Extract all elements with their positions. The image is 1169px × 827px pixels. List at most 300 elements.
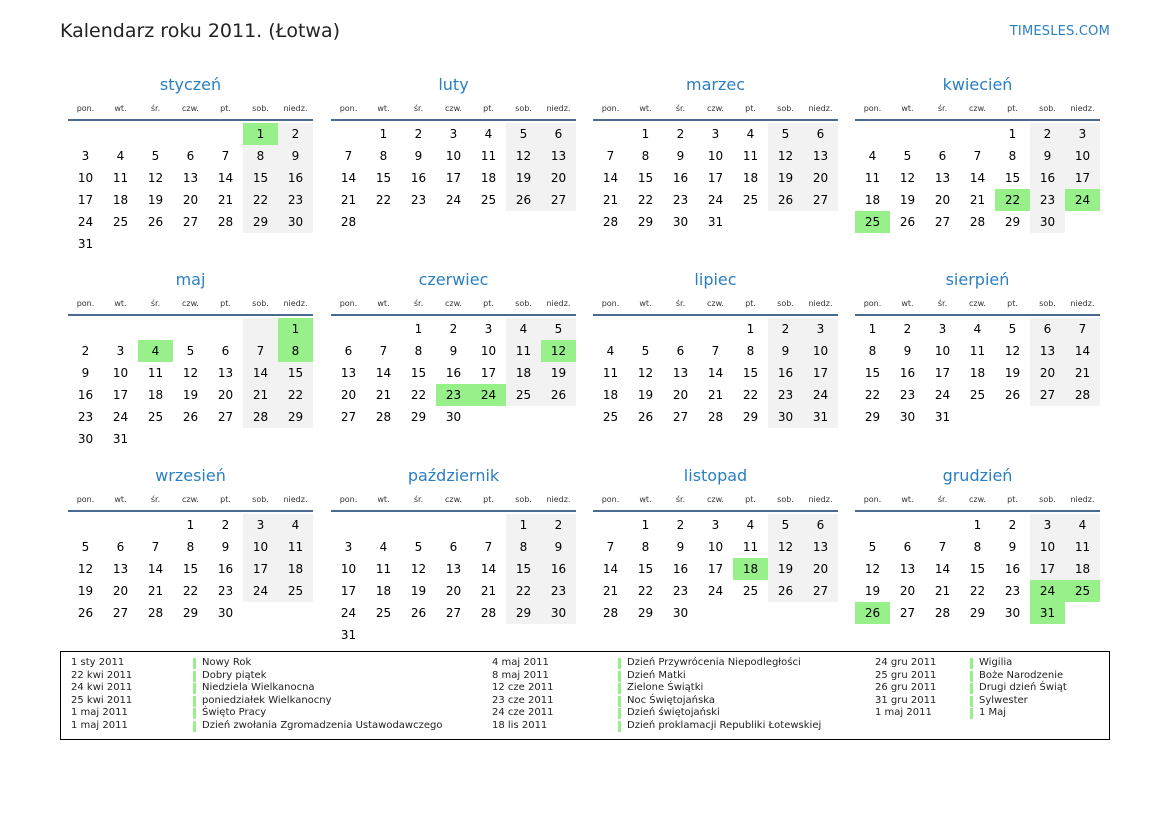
empty-day-cell [890,514,925,536]
empty-day-cell [103,514,138,536]
weekday-label: śr. [937,103,948,113]
day-cell: 9 [1008,540,1017,554]
day-cell: 24 [707,584,724,598]
day-cell: 19 [1004,366,1021,380]
legend-row [875,657,1067,670]
day-cell: 7 [606,540,615,554]
day-cell: 10 [112,366,129,380]
day-cell: 22 [864,388,881,402]
day-cell: 18 [480,171,497,185]
weekday-label: pt. [483,298,494,308]
weekday-label: pon. [863,494,882,504]
legend-row [492,682,821,695]
day-cell: 18 [742,171,759,185]
weekday-header [68,488,313,512]
day-cell: 9 [1030,145,1065,167]
weekday-label: sob. [1039,298,1056,308]
day-cell: 5 [414,540,423,554]
month-calendar [68,464,313,624]
day-cell: 2 [768,318,803,340]
weekday-header [593,488,838,512]
day-cell: 5 [903,149,912,163]
day-cell: 30 [672,606,689,620]
empty-day-cell [138,514,173,536]
legend-row [492,695,821,708]
holiday-name: Dzień zwołania Zgromadzenia Ustawodawczego [202,719,443,731]
month-name: listopad [683,466,748,485]
weekday-label: czw. [445,298,462,308]
day-cell: 27 [803,189,838,211]
day-cell: 27 [217,410,234,424]
day-cell: 12 [864,562,881,576]
day-cell: 1 [186,518,195,532]
empty-day-cell [436,514,471,536]
day-cell: 20 [541,167,576,189]
weekday-label: czw. [969,494,986,504]
day-cell: 25 [112,215,129,229]
day-cell: 29 [1004,215,1021,229]
day-cell: 4 [746,518,755,532]
day-cell: 3 [81,149,90,163]
day-cell: 1 [746,322,755,336]
weekday-label: pon. [76,494,95,504]
day-cell: 16 [77,388,94,402]
holiday-day-cell: 12 [541,340,576,362]
day-cell: 4 [606,344,615,358]
empty-day-cell [366,318,401,340]
day-cell: 29 [243,211,278,233]
day-cell: 5 [506,123,541,145]
weekday-header [68,292,313,316]
holiday-name: Dzień Matki [627,669,686,681]
empty-day-cell [593,514,628,536]
weekday-label: wt. [639,494,652,504]
day-cell: 16 [1030,167,1065,189]
holiday-date: 24 kwi 2011 [71,682,133,694]
empty-day-cell [855,514,890,536]
day-cell: 31 [803,406,838,428]
day-cell: 16 [445,366,462,380]
day-cell: 6 [221,344,230,358]
day-cell: 5 [151,149,160,163]
month-name: styczeń [159,75,222,94]
weekday-label: niedz. [808,494,833,504]
day-cell: 22 [182,584,199,598]
weekday-label: czw. [969,298,986,308]
day-cell: 12 [1004,344,1021,358]
legend-row [492,670,821,683]
holiday-name: Dzień proklamacji Republiki Łotewskiej [627,719,822,731]
day-cell: 10 [1030,536,1065,558]
day-cell: 13 [672,366,689,380]
day-cell: 11 [969,344,986,358]
day-cell: 7 [151,540,160,554]
day-cell: 17 [77,193,94,207]
day-cell: 23 [278,189,313,211]
day-cell: 10 [445,149,462,163]
brand-link[interactable]: TIMESLES.COM [1009,24,1110,39]
day-cell: 12 [77,562,94,576]
day-cell: 6 [938,149,947,163]
day-cell: 23 [768,384,803,406]
day-cell: 27 [672,410,689,424]
day-cell: 8 [746,344,755,358]
weekday-label: pt. [745,298,756,308]
day-cell: 21 [147,584,164,598]
holiday-name: 1 Maj [979,707,1007,719]
empty-day-cell [698,318,733,340]
weekday-label: śr. [937,298,948,308]
day-cell: 16 [1004,562,1021,576]
day-cell: 31 [707,215,724,229]
day-cell: 24 [243,580,278,602]
empty-day-cell [68,514,103,536]
day-cell: 20 [803,167,838,189]
weekday-label: śr. [413,298,424,308]
day-cell: 2 [449,322,458,336]
day-cell: 8 [641,149,650,163]
month-calendar [593,268,838,428]
day-cell: 3 [344,540,353,554]
day-cell: 12 [506,145,541,167]
day-cell: 5 [186,344,195,358]
day-cell: 25 [969,388,986,402]
weekday-label: pon. [76,298,95,308]
day-grid [331,121,576,233]
day-cell: 13 [803,536,838,558]
day-cell: 6 [344,344,353,358]
weekday-label: niedz. [283,103,308,113]
day-cell: 21 [969,193,986,207]
day-cell: 3 [711,518,720,532]
weekday-label: śr. [150,298,161,308]
day-cell: 22 [742,388,759,402]
day-cell: 28 [969,215,986,229]
day-cell: 22 [410,388,427,402]
day-cell: 14 [480,562,497,576]
day-cell: 14 [217,171,234,185]
page-title: Kalendarz roku 2011. (Łotwa) [60,20,341,42]
day-cell: 17 [707,171,724,185]
weekday-label: sob. [252,103,269,113]
day-cell: 9 [903,344,912,358]
day-cell: 9 [768,340,803,362]
holiday-name: Zielone Świątki [627,682,704,694]
day-cell: 21 [243,384,278,406]
holiday-legend [60,651,1110,740]
empty-day-cell [68,318,103,340]
month-calendar [68,268,313,450]
day-cell: 7 [606,149,615,163]
weekday-label: wt. [114,103,127,113]
day-cell: 19 [864,584,881,598]
empty-day-cell [138,123,173,145]
day-cell: 2 [414,127,423,141]
day-cell: 9 [449,344,458,358]
day-cell: 24 [803,384,838,406]
day-cell: 20 [112,584,129,598]
day-cell: 27 [445,606,462,620]
legend-row [875,695,1067,708]
day-cell: 12 [899,171,916,185]
day-cell: 18 [969,366,986,380]
day-cell: 13 [899,562,916,576]
month-calendar [593,73,838,233]
day-cell: 19 [541,362,576,384]
day-cell: 5 [641,344,650,358]
empty-day-cell [208,123,243,145]
day-cell: 26 [768,189,803,211]
day-cell: 16 [899,366,916,380]
day-cell: 5 [768,123,803,145]
day-cell: 24 [707,193,724,207]
month-calendar [855,268,1100,428]
empty-day-cell [173,123,208,145]
day-cell: 17 [445,171,462,185]
empty-day-cell [366,514,401,536]
day-cell: 11 [742,540,759,554]
holiday-day-cell: 24 [1030,580,1065,602]
day-cell: 22 [637,584,654,598]
day-cell: 19 [637,388,654,402]
day-cell: 4 [1065,514,1100,536]
empty-day-cell [103,123,138,145]
day-grid [593,512,838,624]
day-cell: 17 [480,366,497,380]
day-grid [68,121,313,255]
day-cell: 18 [1065,558,1100,580]
day-cell: 17 [1030,558,1065,580]
day-cell: 21 [217,193,234,207]
weekday-label: niedz. [546,494,571,504]
day-grid [593,121,838,233]
holiday-name: poniedziałek Wielkanocny [202,694,332,706]
day-cell: 23 [541,580,576,602]
month-calendar [855,464,1100,624]
day-cell: 10 [707,540,724,554]
weekday-label: wt. [114,298,127,308]
day-cell: 26 [1004,388,1021,402]
day-cell: 13 [934,171,951,185]
holiday-date: 23 cze 2011 [492,694,554,706]
day-cell: 10 [934,344,951,358]
day-cell: 3 [711,127,720,141]
day-cell: 28 [375,410,392,424]
day-cell: 7 [484,540,493,554]
day-cell: 23 [217,584,234,598]
weekday-label: sob. [515,298,532,308]
weekday-label: niedz. [1070,103,1095,113]
day-cell: 28 [707,410,724,424]
day-cell: 22 [278,384,313,406]
day-cell: 13 [340,366,357,380]
day-cell: 27 [541,189,576,211]
month-name: luty [438,75,469,94]
weekday-label: wt. [114,494,127,504]
holiday-date: 12 cze 2011 [492,682,554,694]
legend-row [71,720,442,733]
day-cell: 15 [182,562,199,576]
day-cell: 24 [77,215,94,229]
weekday-label: pon. [863,298,882,308]
weekday-label: sob. [1039,494,1056,504]
day-cell: 3 [116,344,125,358]
holiday-date: 4 maj 2011 [492,657,549,668]
day-cell: 14 [1065,340,1100,362]
day-cell: 5 [868,540,877,554]
day-cell: 15 [410,366,427,380]
day-cell: 15 [506,558,541,580]
weekday-label: niedz. [283,298,308,308]
holiday-day-cell: 26 [855,602,890,624]
weekday-header [855,97,1100,121]
day-cell: 29 [969,606,986,620]
day-cell: 16 [410,171,427,185]
weekday-label: niedz. [808,103,833,113]
day-cell: 5 [541,318,576,340]
day-cell: 31 [112,432,129,446]
legend-row [71,695,442,708]
day-cell: 3 [243,514,278,536]
day-cell: 15 [1004,171,1021,185]
day-cell: 25 [742,193,759,207]
day-cell: 17 [1065,167,1100,189]
weekday-label: czw. [707,494,724,504]
month-calendar [593,464,838,624]
day-cell: 20 [934,193,951,207]
day-cell: 26 [506,189,541,211]
day-cell: 1 [379,127,388,141]
day-cell: 28 [602,606,619,620]
day-cell: 8 [973,540,982,554]
day-cell: 11 [147,366,164,380]
day-cell: 24 [112,410,129,424]
day-cell: 26 [182,410,199,424]
weekday-label: wt. [901,494,914,504]
day-cell: 20 [672,388,689,402]
day-cell: 26 [77,606,94,620]
day-cell: 29 [637,606,654,620]
day-cell: 2 [278,123,313,145]
month-calendar [68,73,313,255]
day-cell: 19 [768,167,803,189]
month-name: maj [175,270,206,289]
holiday-name: Dzień Przywrócenia Niepodległości [627,657,801,668]
empty-day-cell [331,514,366,536]
day-cell: 16 [672,171,689,185]
day-cell: 18 [506,362,541,384]
day-cell: 30 [77,432,94,446]
weekday-label: niedz. [283,494,308,504]
day-cell: 26 [637,410,654,424]
weekday-label: śr. [937,494,948,504]
month-calendar [331,464,576,646]
day-cell: 16 [541,558,576,580]
day-cell: 10 [480,344,497,358]
weekday-label: pon. [76,103,95,113]
weekday-header [593,292,838,316]
day-cell: 25 [480,193,497,207]
day-cell: 20 [1030,362,1065,384]
day-grid [593,316,838,428]
weekday-header [68,97,313,121]
weekday-label: sob. [252,494,269,504]
day-cell: 4 [484,127,493,141]
day-cell: 29 [410,410,427,424]
day-cell: 20 [899,584,916,598]
day-cell: 18 [602,388,619,402]
day-cell: 9 [414,149,423,163]
day-cell: 13 [541,145,576,167]
day-cell: 14 [707,366,724,380]
holiday-date: 18 lis 2011 [492,719,548,731]
weekday-label: czw. [445,103,462,113]
day-cell: 22 [243,189,278,211]
day-cell: 1 [973,518,982,532]
day-cell: 17 [707,562,724,576]
day-cell: 30 [899,410,916,424]
day-cell: 14 [147,562,164,576]
day-cell: 6 [186,149,195,163]
legend-row [492,707,821,720]
day-cell: 20 [340,388,357,402]
empty-day-cell [68,123,103,145]
empty-day-cell [103,318,138,340]
day-cell: 3 [1030,514,1065,536]
day-cell: 2 [221,518,230,532]
weekday-label: pt. [1007,103,1018,113]
month-name: kwiecień [942,75,1013,94]
holiday-day-cell: 25 [1065,580,1100,602]
weekday-label: pon. [339,494,358,504]
day-cell: 19 [147,193,164,207]
weekday-label: wt. [377,103,390,113]
day-cell: 5 [1008,322,1017,336]
month-name: czerwiec [418,270,489,289]
holiday-day-cell: 4 [138,340,173,362]
legend-column [492,657,821,733]
legend-row [875,682,1067,695]
weekday-label: pt. [220,298,231,308]
day-cell: 1 [641,127,650,141]
day-cell: 29 [742,410,759,424]
day-cell: 10 [1065,145,1100,167]
day-cell: 26 [541,384,576,406]
weekday-label: pt. [745,103,756,113]
day-cell: 3 [1065,123,1100,145]
weekday-label: sob. [515,494,532,504]
day-cell: 26 [147,215,164,229]
day-cell: 15 [864,366,881,380]
day-cell: 4 [746,127,755,141]
day-cell: 1 [868,322,877,336]
weekday-label: śr. [675,298,686,308]
weekday-label: niedz. [546,103,571,113]
day-grid [855,512,1100,624]
day-grid [68,316,313,450]
legend-row [71,670,442,683]
holiday-day-cell: 24 [1065,189,1100,211]
day-cell: 15 [375,171,392,185]
holiday-name: Nowy Rok [202,657,252,668]
day-cell: 30 [445,410,462,424]
day-cell: 6 [803,123,838,145]
day-cell: 7 [711,344,720,358]
empty-day-cell [593,123,628,145]
day-cell: 11 [480,149,497,163]
month-name: wrzesień [155,466,226,485]
day-cell: 25 [147,410,164,424]
